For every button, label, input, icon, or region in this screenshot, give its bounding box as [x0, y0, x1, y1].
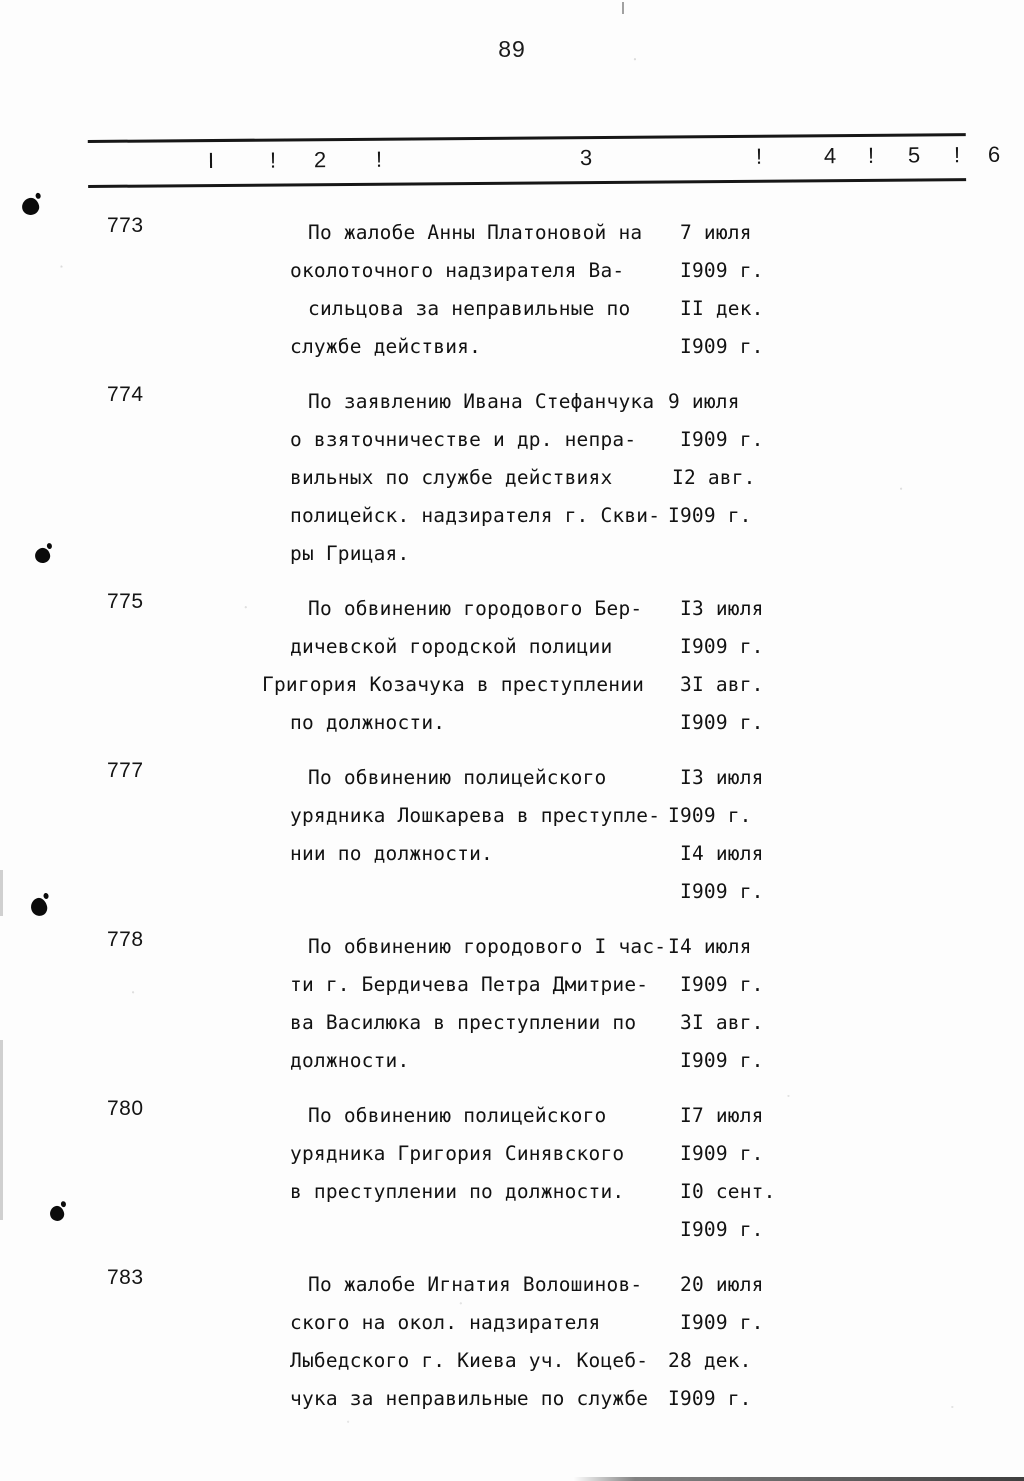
entry-description-text: нии по должности.: [290, 842, 493, 865]
entry-description-text: вильных по службе действиях: [290, 466, 613, 489]
column-header-band: [88, 133, 1001, 198]
entry-line: [262, 666, 990, 704]
entry-line: [290, 1266, 990, 1304]
entry-description-text: по должности.: [290, 711, 446, 734]
entry-lines: [290, 1097, 990, 1249]
register-entry: [0, 214, 1024, 366]
entry-description-text: должности.: [290, 1049, 410, 1072]
entry-line: [290, 1380, 990, 1418]
entry-lines: [262, 590, 990, 742]
entry-description-text: сильцова за неправильные по: [308, 297, 631, 320]
entry-description-text: По обвинению городового Бер-: [308, 597, 643, 620]
entry-line: [290, 1342, 990, 1380]
entry-line: [290, 1135, 990, 1173]
entry-date-text: 28 дек.: [668, 1349, 752, 1372]
register-entry-list: [0, 214, 1024, 1435]
entry-date-text: 20 июля: [680, 1273, 764, 1296]
entry-lines: [290, 214, 990, 366]
header-rule-bottom: [88, 178, 966, 188]
entry-number: 775: [107, 590, 144, 613]
entry-line: [290, 1211, 990, 1249]
entry-date-text: 3I авг.: [680, 1011, 764, 1034]
entry-line: [290, 421, 990, 459]
entry-line: [290, 535, 990, 573]
entry-description-text: ти г. Бердичева Петра Дмитрие-: [290, 973, 649, 996]
entry-line: [290, 1004, 990, 1042]
header-rule-top: [88, 133, 966, 143]
entry-description-text: ры Грицая.: [290, 542, 410, 565]
entry-date-text: I3 июля: [680, 766, 764, 789]
column-header-cell: 3: [579, 145, 593, 171]
entry-line: [290, 704, 990, 742]
entry-date-text: I3 июля: [680, 597, 764, 620]
entry-line: [290, 252, 990, 290]
scan-edge-bar-bottom: [0, 1477, 1024, 1481]
entry-date-text: I909 г.: [680, 973, 764, 996]
entry-description-text: дичевской городской полиции: [290, 635, 613, 658]
entry-date-text: I909 г.: [680, 259, 764, 282]
entry-date-text: I909 г.: [680, 1218, 764, 1241]
entry-line: [290, 797, 990, 835]
entry-line: [290, 873, 990, 911]
register-entry: [0, 383, 1024, 573]
entry-date-text: 9 июля: [668, 390, 740, 413]
entry-lines: [290, 759, 990, 911]
entry-date-text: 7 июля: [680, 221, 752, 244]
entry-date-text: I909 г.: [680, 635, 764, 658]
entry-line: [290, 1097, 990, 1135]
column-header-cell: 2: [313, 147, 327, 173]
column-header-cell: 6: [987, 141, 1001, 167]
entry-description-text: По обвинению полицейского: [308, 1104, 607, 1127]
entry-description-text: урядника Лошкарева в преступле-: [290, 804, 661, 827]
register-entry: [0, 1266, 1024, 1418]
column-header-cell: !: [269, 147, 277, 173]
entry-number: 774: [107, 383, 144, 406]
column-header-cell: !: [953, 142, 961, 168]
register-entry: [0, 759, 1024, 911]
entry-description-text: Григория Козачука в преступлении: [262, 673, 645, 696]
entry-date-text: I909 г.: [680, 1049, 764, 1072]
page-number: 89: [498, 36, 526, 62]
entry-line: [290, 628, 990, 666]
entry-line: [290, 966, 990, 1004]
entry-description-text: По жалобе Анны Платоновой на: [308, 221, 643, 244]
entry-description-text: чука за неправильные по службе: [290, 1387, 649, 1410]
entry-lines: [290, 1266, 990, 1418]
entry-number: 783: [107, 1266, 144, 1289]
entry-line: [290, 1042, 990, 1080]
entry-description-text: По заявлению Ивана Стефанчука: [308, 390, 655, 413]
entry-number: 780: [107, 1097, 144, 1120]
entry-line: [290, 835, 990, 873]
scan-edge-bar-left-upper: [0, 870, 3, 916]
entry-lines: [290, 383, 990, 573]
column-header-cell: !: [755, 143, 763, 169]
entry-description-text: По обвинению полицейского: [308, 766, 607, 789]
entry-line: [290, 759, 990, 797]
entry-description-text: По жалобе Игнатия Волошинов-: [308, 1273, 643, 1296]
entry-date-text: I909 г.: [668, 1387, 752, 1410]
entry-number: 777: [107, 759, 144, 782]
entry-line: [290, 1173, 990, 1211]
entry-date-text: I909 г.: [680, 1142, 764, 1165]
entry-description-text: полицейск. надзирателя г. Скви-: [290, 504, 661, 527]
entry-line: [290, 383, 990, 421]
entry-date-text: I909 г.: [680, 1311, 764, 1334]
entry-line: [290, 459, 990, 497]
entry-date-text: I2 авг.: [672, 466, 756, 489]
entry-description-text: Лыбедского г. Киева уч. Коцеб-: [290, 1349, 649, 1372]
entry-line: [290, 1304, 990, 1342]
register-entry: [0, 928, 1024, 1080]
entry-description-text: о взяточничестве и др. непра-: [290, 428, 637, 451]
entry-date-text: 3I авг.: [680, 673, 764, 696]
entry-date-text: II дек.: [680, 297, 764, 320]
column-header-cell: I: [207, 148, 215, 174]
entry-date-text: I909 г.: [668, 504, 752, 527]
entry-description-text: урядника Григория Синявского: [290, 1142, 625, 1165]
entry-date-text: I909 г.: [668, 804, 752, 827]
entry-number: 773: [107, 214, 144, 237]
entry-description-text: службе действия.: [290, 335, 482, 358]
column-header-cell: !: [867, 142, 875, 168]
entry-line: [290, 590, 990, 628]
entry-description-text: ва Василюка в преступлении по: [290, 1011, 637, 1034]
entry-line: [290, 290, 990, 328]
scan-edge-bar-left-lower: [0, 1040, 3, 1220]
entry-description-text: По обвинению городового I час-: [308, 935, 667, 958]
entry-date-text: I4 июля: [668, 935, 752, 958]
register-entry: [0, 1097, 1024, 1249]
entry-date-text: I909 г.: [680, 335, 764, 358]
entry-lines: [290, 928, 990, 1080]
scan-edge-tick: [622, 2, 624, 14]
column-header-cell: 5: [907, 142, 921, 168]
entry-date-text: I4 июля: [680, 842, 764, 865]
entry-date-text: I0 сент.: [680, 1180, 776, 1203]
entry-description-text: околоточного надзирателя Ва-: [290, 259, 625, 282]
entry-line: [290, 214, 990, 252]
entry-line: [290, 928, 990, 966]
entry-date-text: I7 июля: [680, 1104, 764, 1127]
entry-description-text: в преступлении по должности.: [290, 1180, 625, 1203]
entry-date-text: I909 г.: [680, 880, 764, 903]
column-header-cell: !: [375, 146, 383, 172]
entry-number: 778: [107, 928, 144, 951]
entry-line: [290, 328, 990, 366]
register-entry: [0, 590, 1024, 742]
entry-line: [290, 497, 990, 535]
entry-description-text: ского на окол. надзирателя: [290, 1311, 601, 1334]
entry-date-text: I909 г.: [680, 711, 764, 734]
entry-date-text: I909 г.: [680, 428, 764, 451]
column-header-cell: 4: [823, 143, 837, 169]
